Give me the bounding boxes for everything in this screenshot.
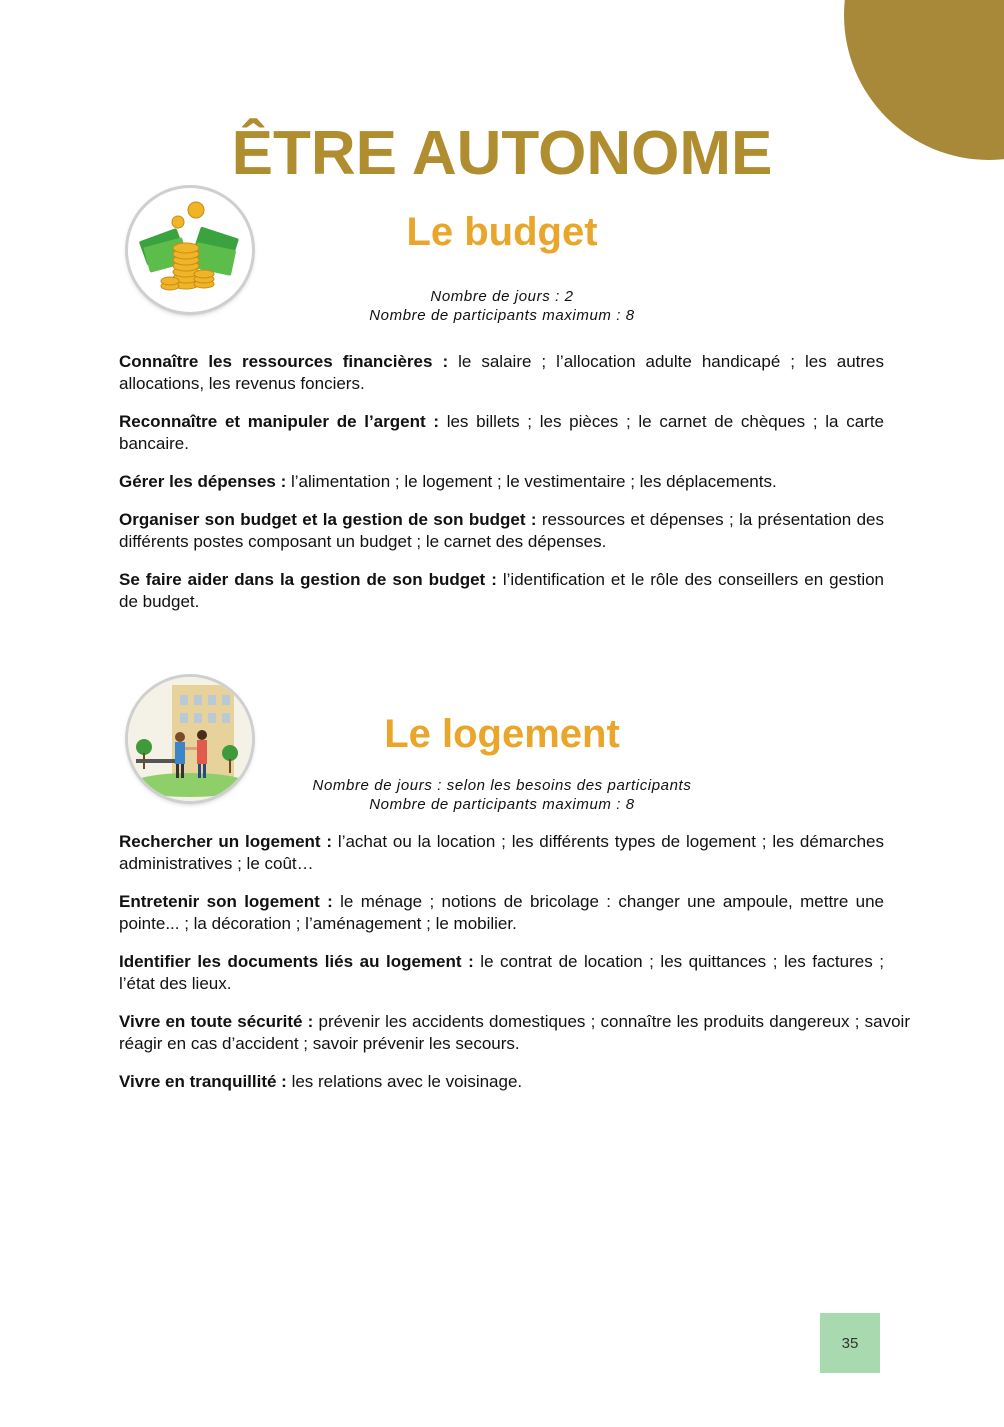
section-title-budget: Le budget [406, 210, 598, 254]
list-item: Reconnaître et manipuler de l’argent : les billets ; les pièces ; le carnet de chèques ; la carte bancaire. [119, 412, 884, 453]
list-item: Vivre en tranquillité : les relations avec le voisinage. [119, 1072, 523, 1091]
page-title: ÊTRE AUTONOME [231, 119, 773, 188]
days-count: Nombre de jours : 2 [430, 288, 574, 305]
days-count: Nombre de jours : selon les besoins des participants [312, 777, 692, 794]
list-item: Gérer les dépenses : l’alimentation ; le logement ; le vestimentaire ; les déplacements. [119, 472, 777, 491]
list-item: Entretenir son logement : le ménage ; notions de bricolage : changer une ampoule, mettre une pointe... ; la décoration ; l’aménagement ; le mobilier. [119, 892, 884, 933]
section-title-logement: Le logement [384, 712, 620, 756]
page-number: 35 [820, 1313, 880, 1373]
participants-max: Nombre de participants maximum : 8 [369, 307, 635, 324]
list-item: Connaître les ressources financières : le salaire ; l’allocation adulte handicapé ; les autres allocations, les revenus fonciers. [119, 352, 884, 393]
list-item: Organiser son budget et la gestion de son budget : ressources et dépenses ; la présentation des différents postes composant un budget ; le carnet des dépenses. [119, 510, 884, 551]
list-item: Rechercher un logement : l’achat ou la location ; les différents types de logement ; les démarches administratives ; le coût… [119, 832, 884, 873]
list-item: Se faire aider dans la gestion de son budget : l’identification et le rôle des conseillers en gestion de budget. [119, 570, 885, 611]
section-meta-budget [0, 287, 1004, 325]
participants-max: Nombre de participants maximum : 8 [369, 796, 635, 813]
section-meta-logement [0, 776, 1004, 814]
budget-items [119, 351, 884, 629]
list-item: Vivre en toute sécurité : prévenir les accidents domestiques ; connaître les produits dangereux ; savoir réagir en cas d’accident ; savoir prévenir les secours. [119, 1012, 910, 1053]
list-item: Identifier les documents liés au logement : le contrat de location ; les quittances ; les factures ; l’état des lieux. [119, 952, 884, 993]
logement-items [119, 831, 910, 1109]
